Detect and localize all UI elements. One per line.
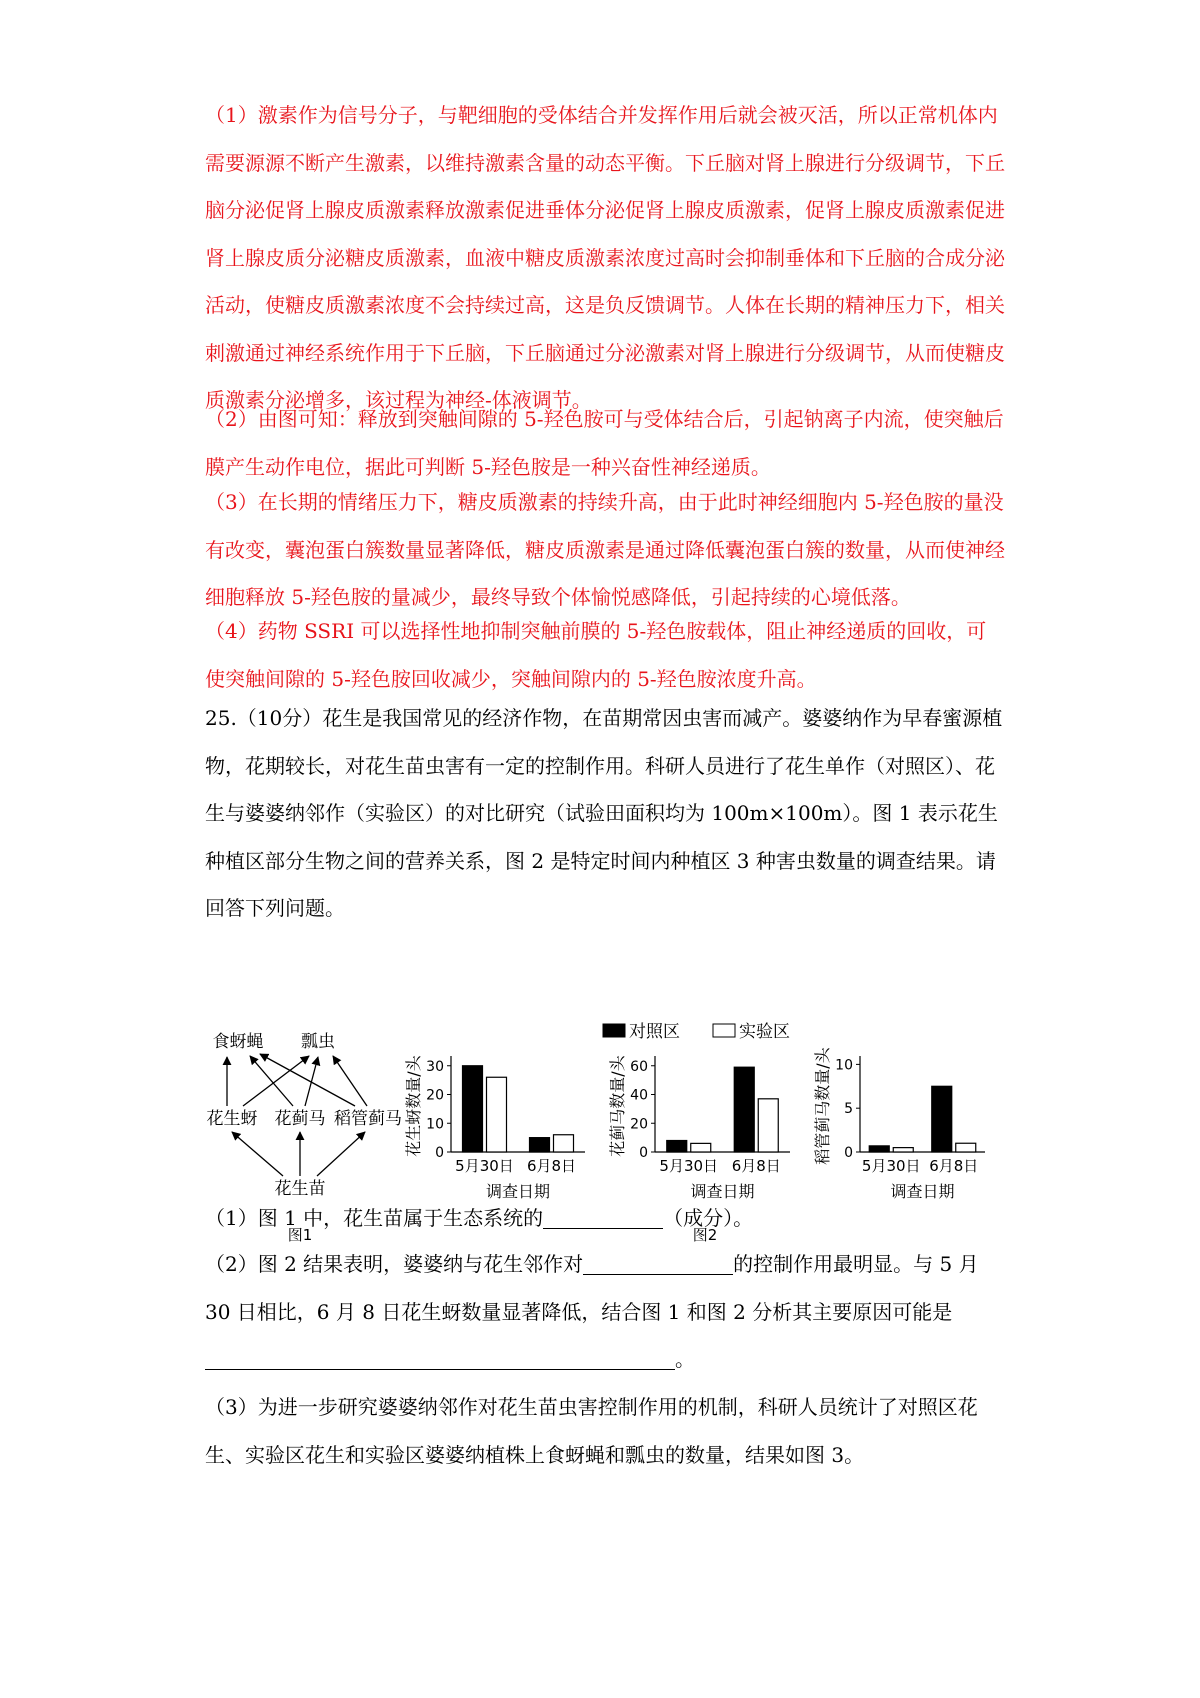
- x-tick-label: 5月30日: [455, 1157, 514, 1175]
- legend-control-label: 对照区: [629, 1022, 680, 1042]
- y-tick-label: 5: [844, 1101, 853, 1118]
- chart-legend: [603, 1022, 790, 1042]
- fig1-caption: 图1: [287, 1226, 313, 1244]
- question-2: [205, 1241, 1005, 1384]
- x-axis-label: 调查日期: [890, 1182, 955, 1201]
- chart-1: [404, 1054, 585, 1201]
- answer-3: （3）在长期的情绪压力下，糖皮质激素的持续升高，由于此时神经细胞内 5-羟色胺的量没有改变，囊泡蛋白簇数量显著降低，糖皮质激素是通过降低囊泡蛋白簇的数量，从而使神经细胞释放 5-羟色胺的量减少，最终导致个体愉悦感降低，引起持续的心境低落。: [205, 490, 1005, 609]
- y-tick-label: 20: [630, 1116, 648, 1133]
- node-rice-thrips: 稻管蓟马: [334, 1109, 402, 1129]
- y-tick-label: 30: [426, 1058, 444, 1075]
- bar-control: [869, 1146, 889, 1152]
- node-thrips: 花蓟马: [274, 1109, 326, 1129]
- x-tick-label: 5月30日: [659, 1157, 719, 1175]
- bar-control: [667, 1141, 687, 1153]
- node-hoverfly: 食蚜蝇: [212, 1032, 264, 1052]
- question-3: （3）为进一步研究婆婆纳邻作对花生苗虫害控制作用的机制，科研人员统计了对照区花生、实验区花生和实验区婆婆纳植株上食蚜蝇和瓢虫的数量，结果如图 3。: [205, 1395, 978, 1467]
- arrow-seedling-aphid: [232, 1132, 283, 1176]
- y-tick-label: 20: [426, 1087, 444, 1104]
- x-axis-label: 调查日期: [690, 1182, 755, 1201]
- bar-experiment: [554, 1135, 574, 1152]
- chart-3: [813, 1046, 985, 1201]
- bar-control: [932, 1086, 952, 1152]
- question-2-prefix: （2）图 2 结果表明，婆婆纳与花生邻作对: [205, 1252, 584, 1276]
- question-1-suffix: （成分）。: [663, 1206, 754, 1230]
- legend-control-swatch: [603, 1024, 625, 1037]
- question-2-suffix: 。: [675, 1347, 695, 1371]
- node-aphid: 花生蚜: [206, 1109, 258, 1129]
- answer-4: （4）药物 SSRI 可以选择性地抑制突触前膜的 5-羟色胺载体，阻止神经递质的回收，可使突触间隙的 5-羟色胺回收减少，突触间隙内的 5-羟色胺浓度升高。: [205, 619, 987, 691]
- answer-1: （1）激素作为信号分子，与靶细胞的受体结合并发挥作用后就会被灭活，所以正常机体内需要源源不断产生激素，以维持激素含量的动态平衡。下丘脑对肾上腺进行分级调节，下丘脑分泌促肾上腺皮质激素释放激素促进垂体分泌促肾上腺皮质激素，促肾上腺皮质激素促进肾上腺皮质分泌糖皮质激素，血液中糖皮质激素浓度过高时会抑制垂体和下丘脑的合成分泌活动，使糖皮质激素浓度不会持续过高，这是负反馈调节。人体在长期的精神压力下，相关刺激通过神经系统作用于下丘脑，下丘脑通过分泌激素对肾上腺进行分级调节，从而使糖皮质激素分泌增多，该过程为神经-体液调节。: [205, 103, 1005, 412]
- bar-experiment: [893, 1148, 913, 1152]
- y-axis-label: 花蓟马数量/头: [608, 1055, 627, 1157]
- y-axis-label: 花生蚜数量/头: [404, 1055, 423, 1157]
- y-tick-label: 10: [426, 1116, 444, 1133]
- legend-experiment-swatch: [713, 1024, 735, 1037]
- y-tick-label: 0: [435, 1145, 444, 1161]
- y-tick-label: 0: [844, 1145, 853, 1161]
- bar-control: [734, 1067, 754, 1152]
- y-tick-label: 0: [639, 1145, 648, 1161]
- node-seedling: 花生苗: [274, 1179, 326, 1199]
- answer-blank-1[interactable]: [543, 1206, 663, 1229]
- y-axis-label: 稻管蓟马数量/头: [813, 1047, 832, 1165]
- node-ladybug: 瓢虫: [301, 1032, 335, 1052]
- y-tick-label: 60: [630, 1058, 648, 1075]
- x-tick-label: 6月8日: [929, 1157, 979, 1175]
- x-tick-label: 6月8日: [526, 1157, 577, 1175]
- arrow-aphid-ladybug: [243, 1056, 309, 1106]
- answer-blank-2[interactable]: [583, 1252, 733, 1275]
- legend-experiment-label: 实验区: [739, 1022, 790, 1042]
- bar-experiment: [487, 1077, 507, 1152]
- bar-control: [463, 1066, 483, 1152]
- question-2-middle: 的控制作用最明显。与 5 月 30 日相比，6 月 8 日花生蚜数量显著降低，结合图 1 和图 2 分析其主要原因可能是: [205, 1252, 979, 1324]
- x-axis-label: 调查日期: [485, 1182, 551, 1201]
- bar-control: [530, 1138, 550, 1152]
- question-1-prefix: （1）图 1 中，花生苗属于生态系统的: [205, 1206, 544, 1230]
- answer-2: （2）由图可知：释放到突触间隙的 5-羟色胺可与受体结合后，引起钠离子内流，使突触后膜产生动作电位，据此可判断 5-羟色胺是一种兴奋性神经递质。: [205, 407, 1004, 479]
- x-tick-label: 5月30日: [861, 1157, 921, 1175]
- x-tick-label: 6月8日: [731, 1157, 781, 1175]
- bar-charts: [404, 1046, 985, 1201]
- y-tick-label: 10: [835, 1057, 853, 1074]
- bar-experiment: [691, 1143, 711, 1152]
- arrow-thrips-hoverfly: [250, 1056, 293, 1106]
- bar-experiment: [956, 1143, 976, 1152]
- question-stem: 25.（10分）花生是我国常见的经济作物，在苗期常因虫害而减产。婆婆纳作为早春蜜源植物，花期较长，对花生苗虫害有一定的控制作用。科研人员进行了花生单作（对照区）、花生与婆婆纳邻作（实验区）的对比研究（试验田面积均为 100m×100m）。图 1 表示花生种植区部分生物之间的营养关系，图 2 是特定时间内种植区 3 种害虫数量的调查结果。请回答下列问题。: [205, 706, 1003, 920]
- arrow-seedling-rice-thrips: [317, 1132, 365, 1176]
- arrow-rice-thrips-ladybug: [333, 1056, 367, 1106]
- question-1: [205, 1195, 1005, 1243]
- y-tick-label: 40: [630, 1087, 648, 1104]
- fig2-caption: 图2: [692, 1226, 718, 1244]
- bar-experiment: [758, 1099, 778, 1152]
- answer-blank-3[interactable]: [205, 1347, 675, 1370]
- chart-2: [608, 1054, 790, 1201]
